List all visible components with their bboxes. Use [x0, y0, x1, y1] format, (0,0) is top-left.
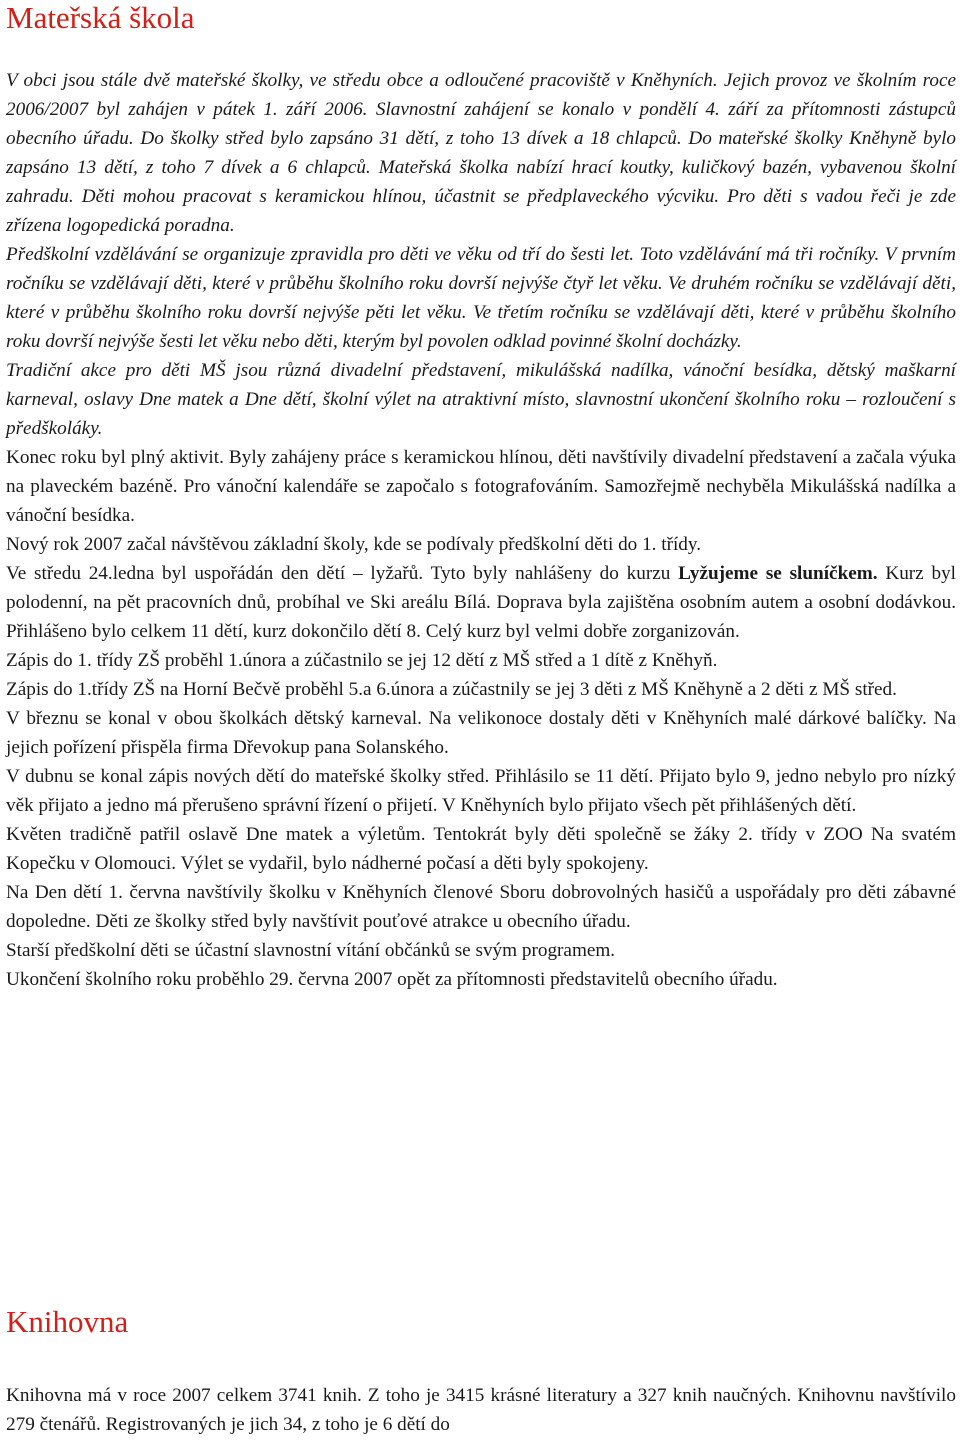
paragraph-education-structure: Předškolní vzdělávání se organizuje zpravidla pro děti ve věku od tří do šesti let. Toto vzdělávání má tři ročníky. V prvním ročníku se vzdělávají děti, které v průběhu školního roku dovrší nejvýše čtyř let věku. Ve druhém ročníku se vzdělávají děti, které v průběhu školního roku dovrší nejvýše pěti let věku. Ve třetím ročníku se vzdělávají děti, které v průběhu školního roku dovrší nejvýše šesti let věku nebo děti, kterým byl povolen odklad povinné školní docházky.	[6, 244, 956, 352]
paragraph-new-year: Nový rok 2007 začal návštěvou základní školy, kde se podívaly předškolní děti do 1. třídy.	[6, 534, 702, 555]
paragraph-april: V dubnu se konal zápis nových dětí do mateřské školky střed. Přihlásilo se 11 dětí. Přijato bylo 9, jedno nebylo pro nízký věk přijato a jedno má přerušeno správní řízení o přijetí. V Kněhyních bylo přijato všech pět přihlášených dětí.	[6, 766, 956, 816]
ski-course-text-b: Kurz byl polodenní, na pět pracovních dnů, probíhal ve Ski areálu Bílá. Doprava byla zajištěna osobním autem a osobní dodávkou. Přihlášeno bylo celkem 11 dětí, kurz dokončilo dětí 8. Celý kurz byl velmi dobře zorganizován.	[6, 563, 956, 642]
paragraph-march: V březnu se konal v obou školkách dětský karneval. Na velikonoce dostaly děti v Kněhyních malé dárkové balíčky. Na jejich pořízení přispěla firma Dřevokup pana Solanského.	[6, 708, 956, 758]
paragraph-year-end: Ukončení školního roku proběhlo 29. června 2007 opět za přítomnosti představitelů obecního úřadu.	[6, 969, 778, 990]
section-materska-skola	[6, 66, 956, 994]
ski-course-text-a: Ve středu 24.ledna byl uspořádán den dětí – lyžařů. Tyto byly nahlášeny do kurzu	[6, 563, 679, 584]
paragraph-enrollment-1: Zápis do 1. třídy ZŠ proběhl 1.února a zúčastnilo se jej 12 dětí z MŠ střed a 1 dítě z Kněhyň.	[6, 650, 718, 671]
paragraph-end-of-year: Konec roku byl plný aktivit. Byly zahájeny práce s keramickou hlínou, děti navštívily divadelní představení a začala výuka na plaveckém bazéně. Pro vánoční kalendáře se započalo s fotografováním. Samozřejmě nechyběla Mikulášská nadílka a vánoční besídka.	[6, 447, 956, 526]
ski-course-name: Lyžujeme se sluníčkem.	[678, 563, 878, 584]
paragraph-enrollment-2: Zápis do 1.třídy ZŠ na Horní Bečvě proběhl 5.a 6.února a zúčastnily se jej 3 děti z MŠ Kněhyně a 2 děti z MŠ střed.	[6, 679, 897, 700]
paragraph-welcoming-citizens: Starší předškolní děti se účastní slavnostní vítání občánků se svým programem.	[6, 940, 616, 961]
paragraph-childrens-day: Na Den dětí 1. června navštívily školku v Kněhyních členové Sboru dobrovolných hasičů a uspořádaly pro děti zábavné dopoledne. Děti ze školky střed byly navštívit pouťové atrakce u obecního úřadu.	[6, 882, 956, 932]
heading-knihovna: Knihovna	[6, 1304, 129, 1339]
paragraph-ski-course	[6, 559, 956, 646]
paragraph-may: Květen tradičně patřil oslavě Dne matek a výletům. Tentokrát byly děti společně se žáky 2. třídy v ZOO Na svatém Kopečku v Olomouci. Výlet se vydařil, bylo nádherné počasí a děti byly spokojeny.	[6, 824, 956, 874]
paragraph-intro: V obci jsou stále dvě mateřské školky, ve středu obce a odloučené pracoviště v Kněhyních. Jejich provoz ve školním roce 2006/2007 byl zahájen v pátek 1. září 2006. Slavnostní zahájení se konalo v pondělí 4. září za přítomnosti zástupců obecního úřadu. Do školky střed bylo zapsáno 31 dětí, z toho 13 dívek a 18 chlapců. Do mateřské školky Kněhyně bylo zapsáno 13 dětí, z toho 7 dívek a 6 chlapců. Mateřská školka nabízí hrací koutky, kuličkový bazén, vybavenou školní zahradu. Děti mohou pracovat s keramickou hlínou, účastnit se předplaveckého výcviku. Pro děti s vadou řeči je zde zřízena logopedická poradna.	[6, 70, 956, 236]
section-knihovna	[6, 1381, 956, 1439]
paragraph-library-stats: Knihovna má v roce 2007 celkem 3741 knih. Z toho je 3415 krásné literatury a 327 knih naučných. Knihovnu navštívilo 279 čtenářů. Registrovaných je jich 34, z toho je 6 dětí do	[6, 1385, 956, 1435]
heading-materska-skola: Mateřská škola	[6, 0, 195, 35]
paragraph-traditional-events: Tradiční akce pro děti MŠ jsou různá divadelní představení, mikulášská nadílka, vánoční besídka, dětský maškarní karneval, oslavy Dne matek a Dne dětí, školní výlet na atraktivní místo, slavnostní ukončení školního roku – rozloučení s předškoláky.	[6, 360, 956, 439]
